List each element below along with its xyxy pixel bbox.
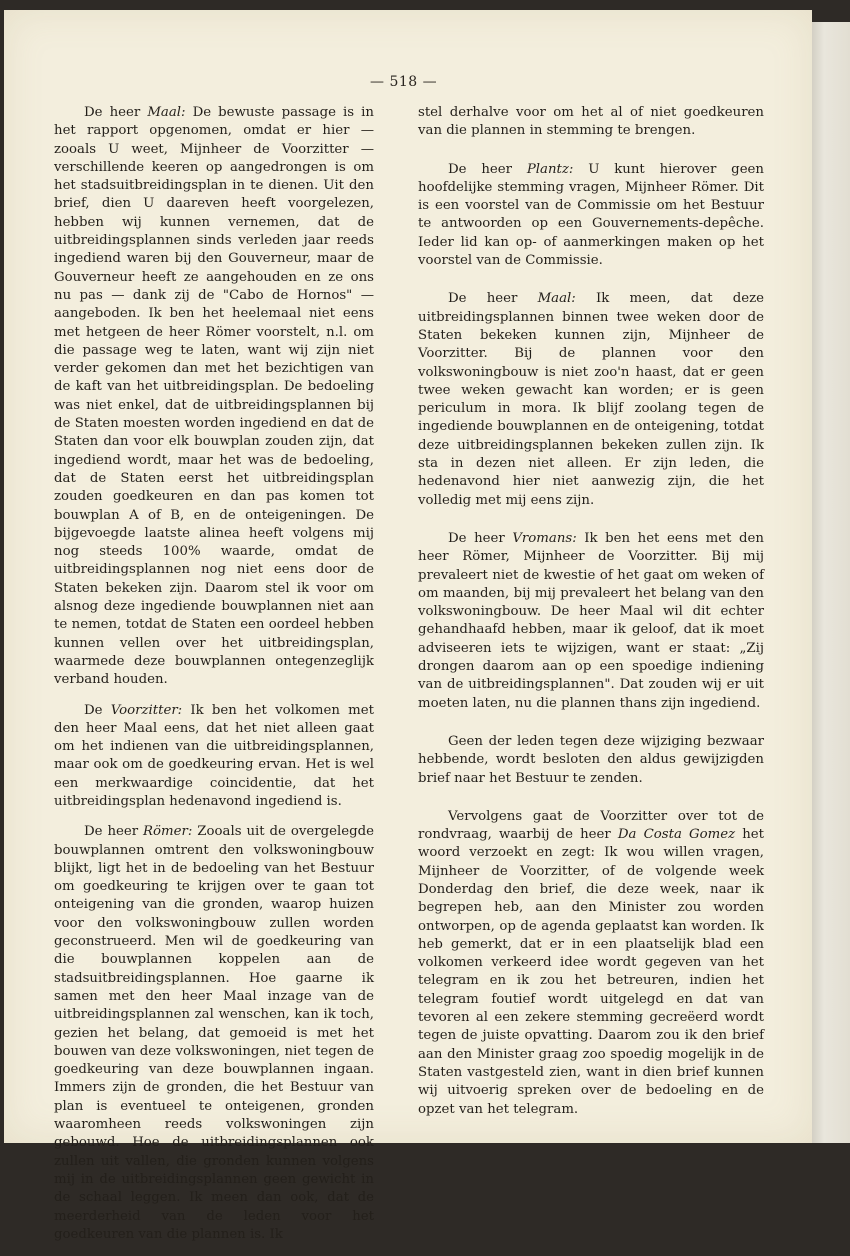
paragraph [418,733,764,788]
paragraph-prefix: De heer [448,291,538,307]
paragraph-prefix: De heer [84,824,144,840]
speaker-name: Maal: [147,105,186,120]
paragraph [418,161,764,271]
paragraph [418,530,764,713]
page-stack-edge [810,22,850,1143]
paragraph [418,104,764,141]
page-number: — 518 — [370,74,438,90]
paragraph [418,290,764,510]
left-column [54,104,374,1256]
paragraph-text: het woord verzoekt en zegt: Ik wou willen vragen, Mijnheer de Voorzitter, of de volgende week Donderdag den brief, die deze week, naar ik begrepen heb, aan den Minister zou worden ontworpen, op de agenda geplaatst kan worden. Ik heb gemerkt, dat er in een plaatselijk blad een volkomen verkeerd idee wordt gegeven van het telegram en ik zou het betreuren, indien het telegram foutief wordt uitgelegd en dat van tevoren al een zekere stemming gecreëerd wordt tegen de juiste opvatting. Daarom zou ik den brief aan den Minister graag zoo spoedig mogelijk in de Staten vastgesteld zien, want in dien brief kunnen wij uitvoerig spreken over de bedoeling en de opzet van het telegram. [418,827,764,1117]
paragraph-text: Zooals uit de overgelegde bouwplannen omtrent den volkswoningbouw blijkt, ligt het in de bedoeling van het Bestuur om goedkeuring te krijgen over te gaan tot onteigening van die gronden, waarop huizen voor den volkswoningbouw zullen worden geconstrueerd. Men wil de goedkeuring van die bouwplannen koppelen aan de stadsuitbreidingsplannen. Hoe gaarne ik samen met den heer Maal inzage van de uitbreidingsplannen zal wenschen, kan ik toch, gezien het belang, dat gemoeid is met het bouwen van deze volkswoningen, niet tegen de goedkeuring van deze bouwplannen ingaan. Immers zijn de gronden, die het Bestuur van plan is eventueel te onteigenen, gronden waaromheen reeds volkswoningen zijn gebouwd. Hoe de uitbreidingsplannen ook zullen uit vallen, die gronden kunnen volgens mij in de uitbreidingsplannen geen gewicht in de schaal leggen. Ik meen dan ook, dat de meerderheid van de leden voor het goedkeuren van die plannen is. Ik [54,824,374,1242]
speaker-name: Voorzitter: [110,702,183,718]
speaker-name: Römer: [143,824,193,840]
paragraph-prefix: De heer [448,161,527,177]
speaker-name: Da Costa Gomez [617,827,736,843]
speaker-name: Maal: [537,291,576,307]
paragraph-text: De bewuste passage is in het rapport opgenomen, omdat er hier — zooals U weet, Mijnheer de Voorzitter — verschillende keeren op aangedrongen is om het stadsuitbreidingsplan in te dienen. Uit den brief, dien U daareven heeft voorgelezen, hebben wij kunnen vernemen, dat de uitbreidingsplannen sinds verleden jaar reeds ingediend waren bij den Gouverneur, maar de Gouverneur heeft ze aangehouden en ze ons nu pas — dank zij de "Cabo de Hornos" — aangeboden. Ik ben het heelemaal niet eens met hetgeen de heer Römer voorstelt, n.l. om die passage weg te laten, want wij zijn niet verder gekomen dan met het bezichtigen van de kaft van het uitbreidingsplan. De bedoeling was niet enkel, dat de uitbreidingsplannen bij de Staten moesten worden ingediend en dat de Staten dan voor elk bouwplan zouden zijn, dat ingediend wordt, maar het was de bedoeling, dat de Staten eerst het uitbreidingsplan zouden goedkeuren en dan pas komen tot bouwplan A of B, en de onteigeningen. De bijgevoegde laatste alinea heeft volgens mij nog steeds 100% waarde, omdat de uitbreidingsplannen nog niet eens door de Staten bekeken zijn. Daarom stel ik voor om alsnog deze ingediende bouwplannen niet aan te nemen, totdat de Staten een oordeel hebben kunnen vellen over het uitbreidingsplan, waarmede deze bouwplannen ontegenzeglijk verband houden. [54,105,374,688]
paragraph [54,702,374,812]
paragraph-prefix: Vervolgens gaat de Voorzitter over tot de rondvraag, waarbij de heer [418,808,764,843]
paragraph-prefix: De heer [84,105,148,120]
right-column [418,104,764,1139]
paragraph-text: Geen der leden tegen deze wijziging bezwaar hebbende, wordt besloten den aldus gewijzigden brief naar het Bestuur te zenden. [418,733,764,786]
paragraph [418,808,764,1119]
paragraph-prefix: De heer [448,530,513,546]
paragraph [54,104,374,690]
paragraph-text: Ik ben het volkomen met den heer Maal eens, dat het niet alleen gaat om het indienen van die uitbreidingsplannen, maar ook om de goedkeuring ervan. Het is wel een merkwaardige coincidentie, dat het uitbreidingsplan hedenavond ingediend is. [54,702,374,809]
paragraph [54,823,374,1244]
paragraph-text: Ik meen, dat deze uitbreidingsplannen binnen twee weken door de Staten bekeken kunnen zijn, Mijnheer de Voorzitter. Bij de plannen voor den volkswoningbouw is niet zoo'n haast, dat er geen twee weken gewacht kan worden; er is geen periculum in mora. Ik blijf zoolang tegen de ingediende bouwplannen en de onteigening, totdat deze uitbreidingsplannen bekeken zullen zijn. Ik sta in dezen niet alleen. Er zijn leden, die hedenavond hier niet aanwezig zijn, die het volledig met mij eens zijn. [418,291,764,508]
speaker-name: Vromans: [512,530,577,546]
paragraph-text: stel derhalve voor om het al of niet goedkeuren van die plannen in stemming te brengen. [418,105,764,139]
paragraph-text: Ik ben het eens met den heer Römer, Mijnheer de Voorzitter. Bij mij prevaleert niet de kwestie of het gaat om weken of om maanden, bij mij prevaleert het belang van den volkswoningbouw. De heer Maal wil dit echter gehandhaafd hebben, maar ik geloof, dat ik moet adviseeren iets te wijzigen, want er staat: „Zij drongen daarom aan op een spoedige indiening van de uitbreidingsplannen". Dat zouden wij er uit moeten laten, nu die plannen thans zijn ingediend. [418,530,764,711]
paragraph-text: U kunt hierover geen hoofdelijke stemming vragen, Mijnheer Römer. Dit is een voorstel van de Commissie om het Bestuur te antwoorden op een Gouvernements-depêche. Ieder lid kan op- of aanmerkingen maken op het voorstel van de Commissie. [418,161,764,269]
speaker-name: Plantz: [526,161,574,177]
paragraph-prefix: De [84,702,111,718]
